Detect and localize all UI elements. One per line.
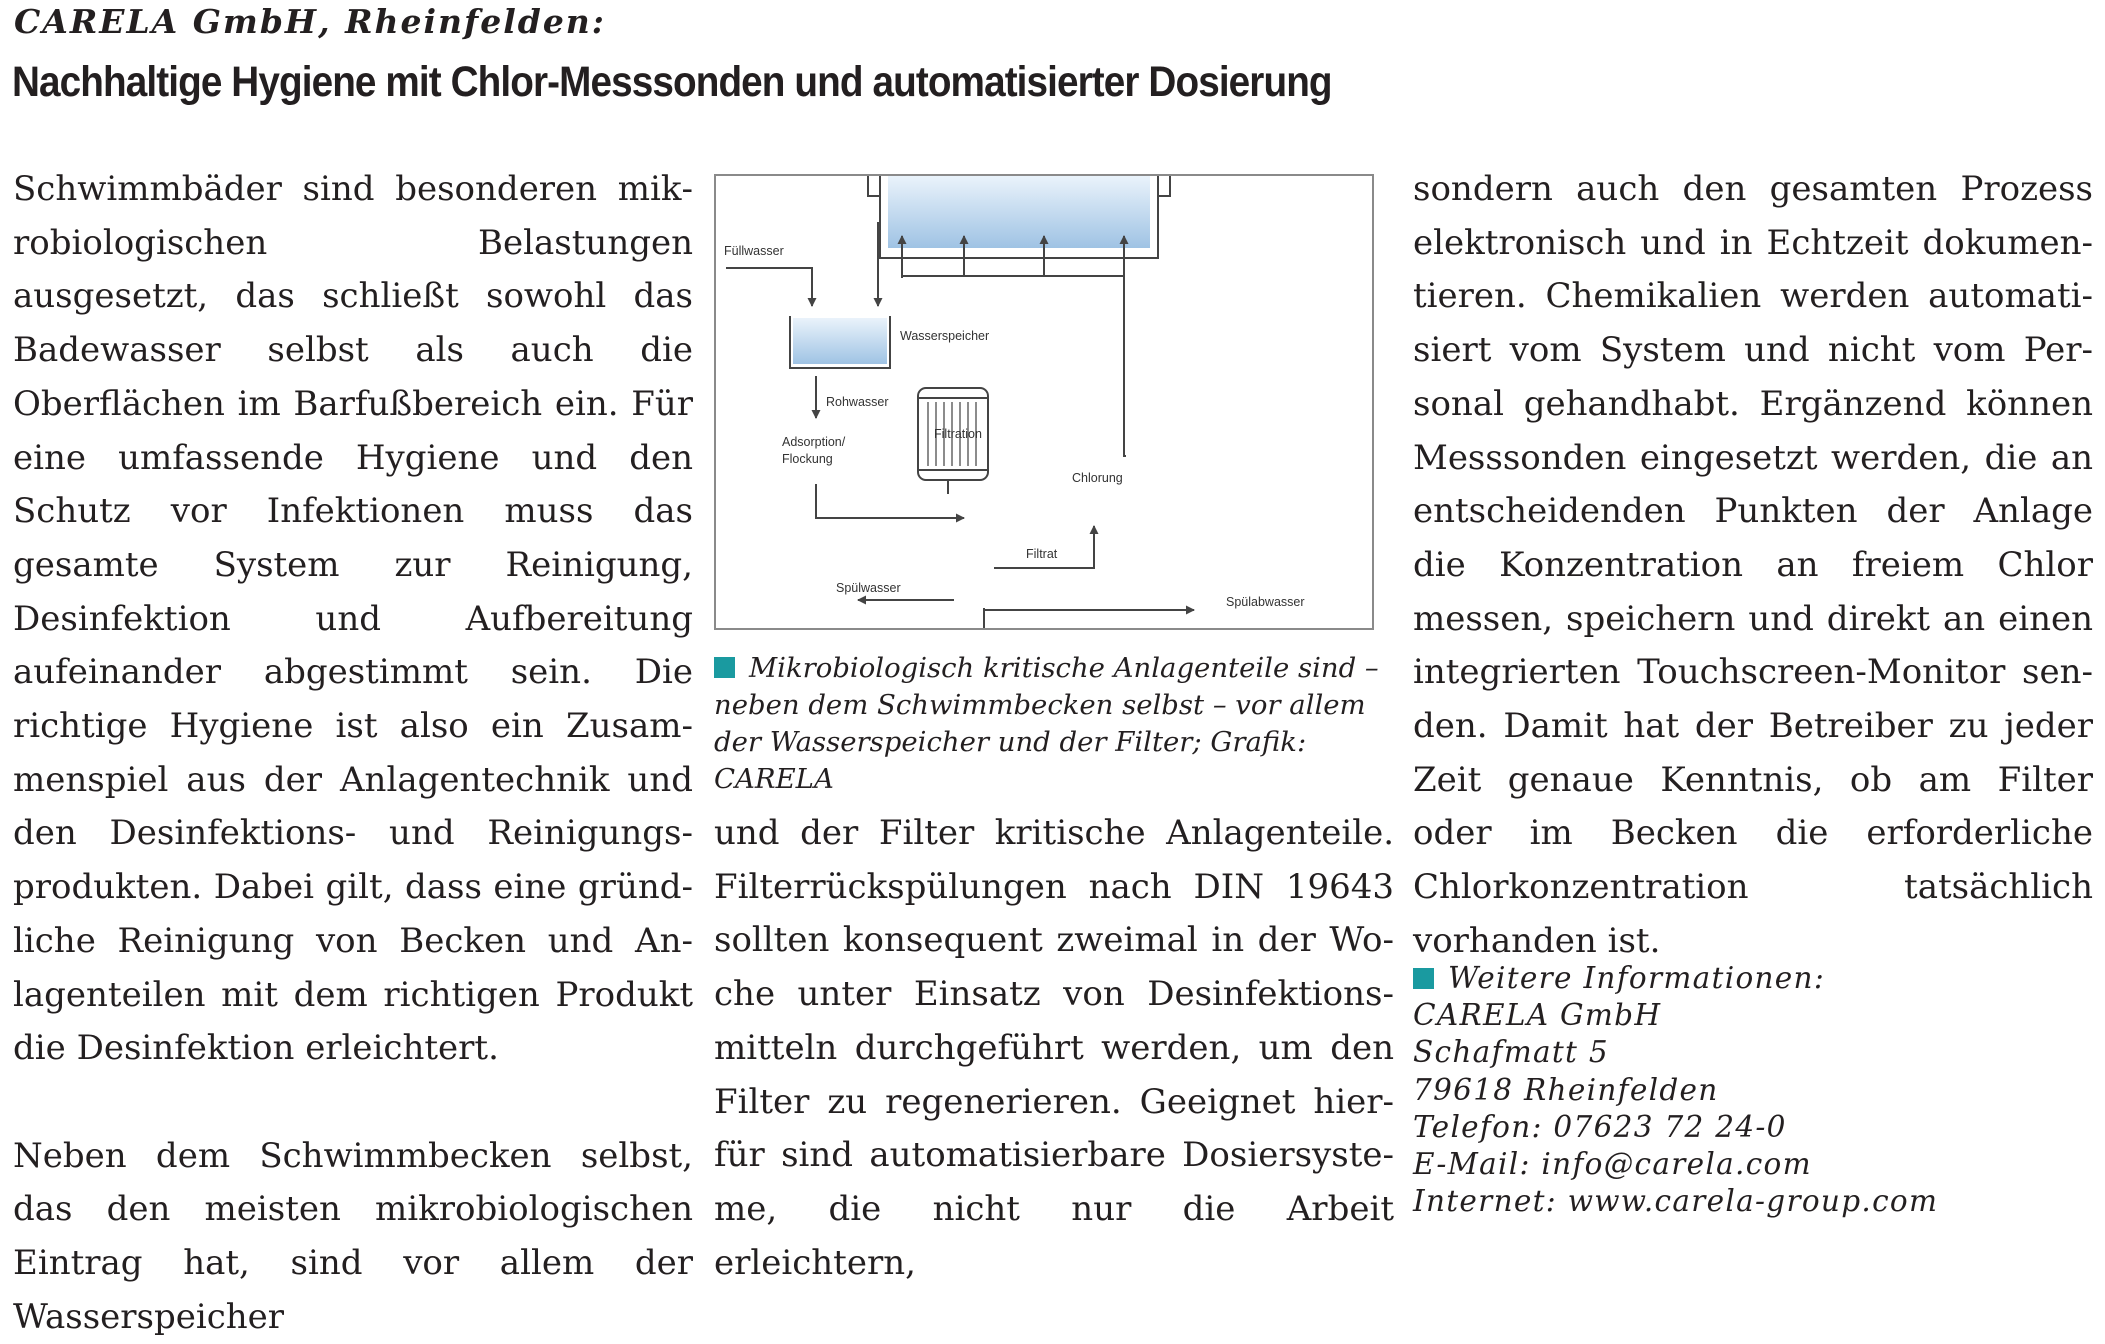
body-paragraph: Schwimmbäder sind besonderen mikrobiologischen Belastungen ausgesetzt, das schließt sowohl das Badewasser selbst als auch die Oberflächen im Barfußbereich ein. Für eine umfassende Hygiene und den Schutz vor Infektionen muss das gesamte System zur Reinigung, Desinfektion und Aufbereitung aufeinander abgestimmt sein. Die richtige Hygiene ist also ein Zusammenspiel aus der Anlagentechnik und den Desinfektions- und Reinigungsprodukten. Dabei gilt, dass eine gründliche Reinigung von Becken und Anlagenteilen mit dem richtigen Produkt die Desinfektion erleichtert. (13, 169, 693, 1069)
article-headline: Nachhaltige Hygiene mit Chlor-Messsonden und automatisierter Dosierung (12, 58, 1332, 106)
body-paragraph: und der Filter kritische Anlagenteile. Filterrückspülungen nach DIN 19643 sollten konsequent zweimal in der Woche unter Einsatz von Desinfektionsmitteln durchgeführt werden, um den Filter zu regenerieren. Geeignet hierfür sind automatisierbare Dosiersysteme, die nicht nur die Arbeit erleichtern, (714, 813, 1394, 1283)
info-heading: Weitere Informationen: (1413, 960, 1938, 997)
caption-text: Mikrobiologisch kritische Anlagenteile sind – neben dem Schwimmbecken selbst – vor allem der Wasserspeicher und der Filter; Grafik: CARELA (714, 652, 1379, 795)
label-filtration: Filtration (934, 427, 982, 441)
label-rohwasser: Rohwasser (826, 395, 889, 409)
contact-info (1413, 960, 1938, 1220)
body-paragraph: sondern auch den gesamten Prozess elektronisch und in Echtzeit dokumentieren. Chemikalien werden automatisiert vom System und nicht vom Personal gehandhabt. Ergänzend können Messsonden eingesetzt werden, die an entscheidenden Punkten der Anlage die Konzentration an freiem Chlor messen, speichern und direkt an einen integrierten Touchscreen-Monitor senden. Damit hat der Betreiber zu jeder Zeit genaue Kenntnis, ob am Filter oder im Becken die erforderliche Chlorkonzentration tatsächlich vorhanden ist. (1413, 169, 2093, 961)
caption-marker (714, 657, 735, 678)
info-company: CARELA GmbH (1413, 998, 1662, 1033)
body-paragraph: Neben dem Schwimmbecken selbst, das den meisten mikrobiologischen Eintrag hat, sind vor allem der Wasserspeicher (13, 1135, 693, 1337)
text-column-2 (714, 807, 1394, 1290)
pool-water (888, 176, 1150, 248)
info-email: E-Mail: info@carela.com (1413, 1147, 1812, 1182)
figure-caption (714, 650, 1394, 798)
info-marker (1413, 968, 1434, 989)
article-kicker: CARELA GmbH, Rheinfelden: (14, 2, 606, 41)
label-flockung: Flockung (782, 452, 833, 466)
pool-water-cycle-diagram (714, 174, 1374, 630)
label-adsorption: Adsorption/ (782, 435, 846, 449)
label-fuellwasser: Füllwasser (724, 244, 784, 258)
label-filtrat: Filtrat (1026, 547, 1058, 561)
tank-water (793, 318, 887, 364)
text-column-1 (13, 163, 693, 1344)
label-wasserspeicher: Wasserspeicher (900, 329, 990, 343)
label-spuelwasser: Spülwasser (836, 581, 901, 595)
label-chlorung: Chlorung (1072, 471, 1123, 485)
text-column-3 (1413, 163, 2093, 969)
info-city: 79618 Rheinfelden (1413, 1072, 1719, 1107)
info-street: Schafmatt 5 (1413, 1035, 1609, 1070)
label-spuelabwasser: Spülabwasser (1226, 595, 1305, 609)
info-phone: Telefon: 07623 72 24-0 (1413, 1109, 1787, 1144)
info-web: Internet: www.carela-group.com (1413, 1184, 1939, 1219)
